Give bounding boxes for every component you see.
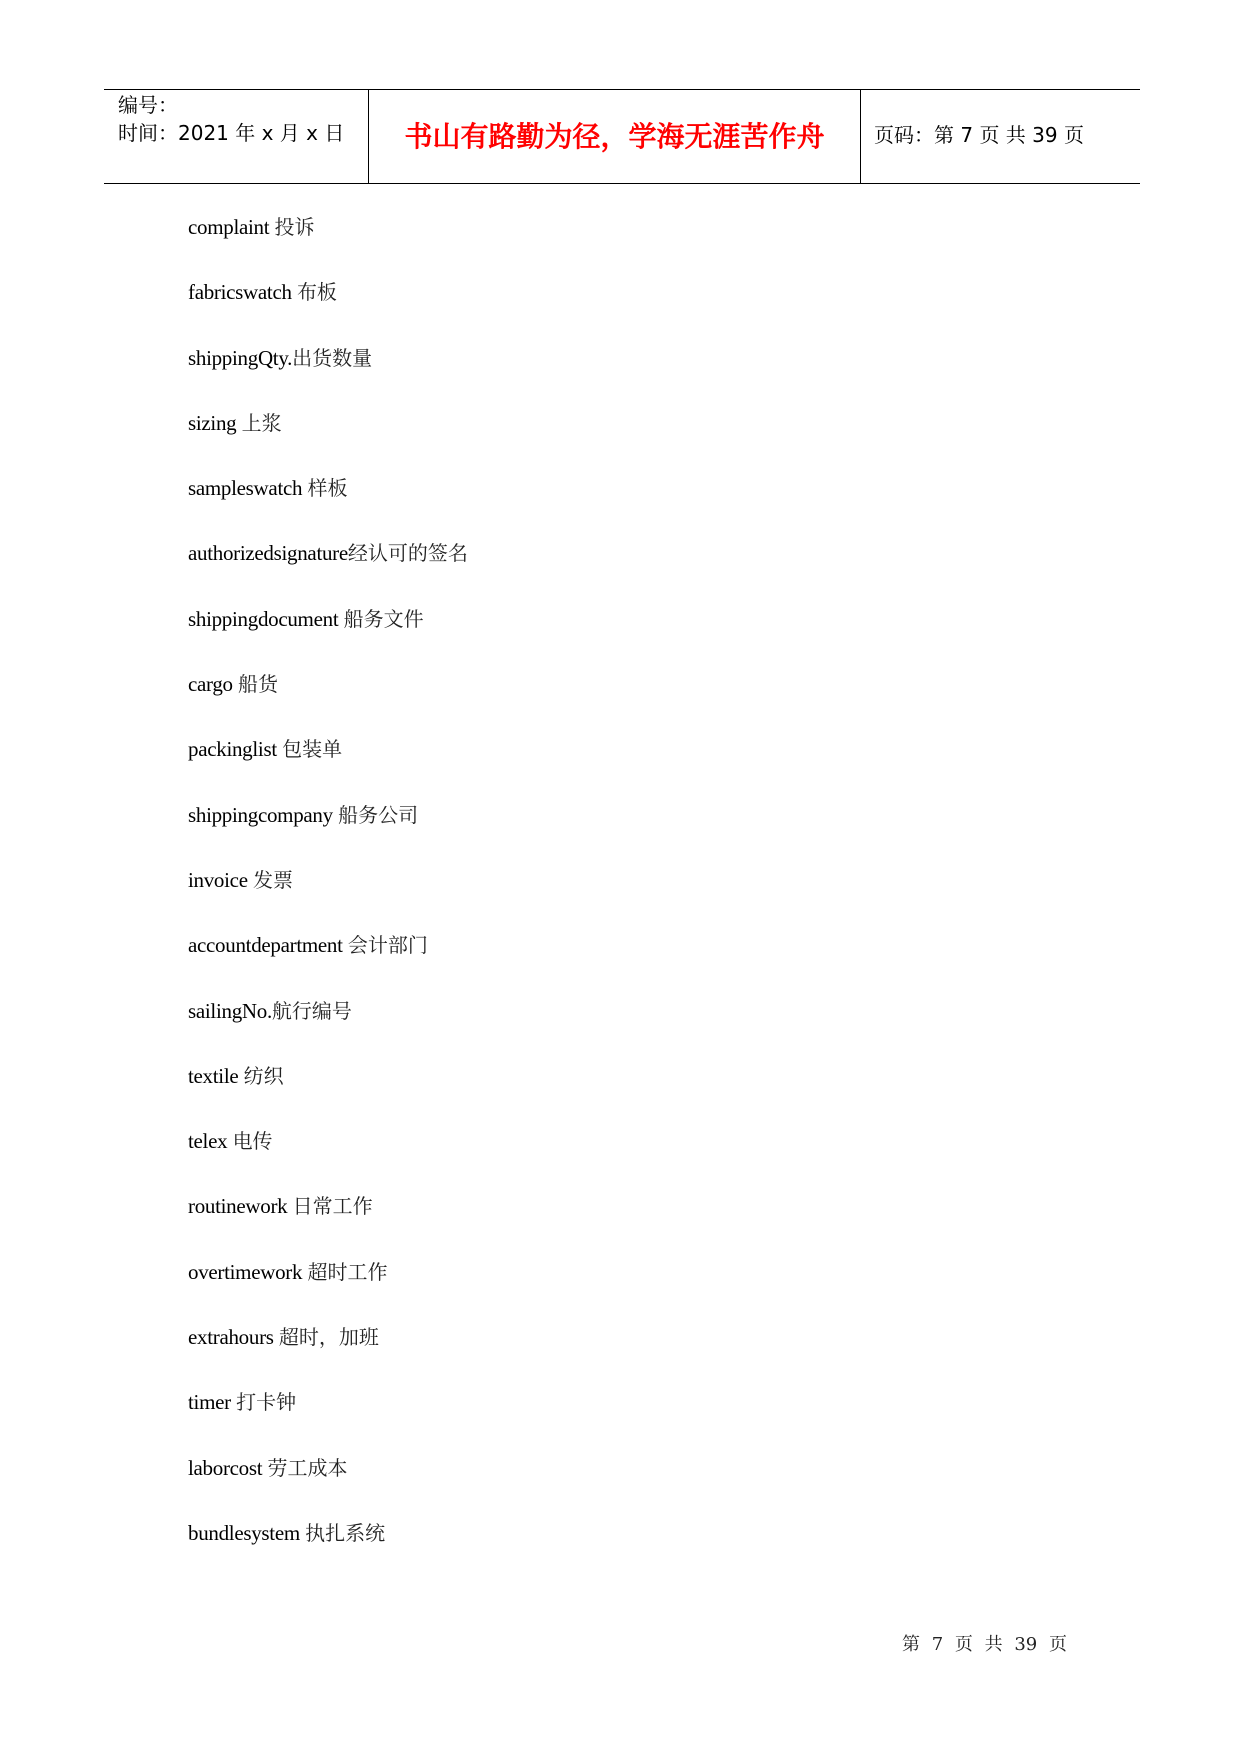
- entry-meaning: 发票: [252, 867, 293, 892]
- header-page-info: 页码：第 7 页 共 39 页: [874, 123, 1084, 147]
- list-item: [188, 212, 468, 277]
- list-item: [188, 1191, 468, 1256]
- entry-term: shippingcompany: [188, 802, 333, 827]
- entry-meaning: 纺织: [243, 1063, 284, 1088]
- page-footer: 第 7 页 共 39 页: [902, 1634, 1067, 1655]
- list-item: [188, 1126, 468, 1191]
- list-item: [188, 1518, 468, 1583]
- entry-term: fabricswatch: [188, 280, 292, 305]
- list-item: [188, 343, 468, 408]
- entry-meaning: 超时，加班: [278, 1325, 379, 1350]
- entry-term: routinework: [188, 1194, 288, 1219]
- entry-meaning: 样板: [307, 476, 348, 501]
- list-item: [188, 1322, 468, 1387]
- list-item: [188, 473, 468, 538]
- list-item: [188, 1387, 468, 1452]
- list-item: [188, 1257, 468, 1322]
- entry-term: complaint: [188, 215, 270, 239]
- entry-term: textile: [188, 1063, 239, 1088]
- list-item: [188, 734, 468, 799]
- entry-term: timer: [188, 1390, 231, 1415]
- entry-term: shippingQty.: [188, 345, 293, 370]
- entry-term: packinglist: [188, 737, 277, 762]
- list-item: [188, 800, 468, 865]
- entry-meaning: 包装单: [282, 737, 343, 762]
- entry-meaning: 劳工成本: [267, 1455, 348, 1480]
- entry-meaning: 执扎系统: [305, 1520, 386, 1545]
- header-page-cell: [862, 90, 1140, 183]
- entry-meaning: 日常工作: [292, 1194, 373, 1219]
- entry-meaning: 船货: [238, 672, 279, 697]
- entry-meaning: 经认可的签名: [347, 541, 468, 566]
- header-motto-cell: [369, 90, 861, 183]
- entry-term: overtimework: [188, 1259, 303, 1284]
- list-item: [188, 538, 468, 603]
- document-date: 时间：2021 年 x 月 x 日: [118, 121, 345, 145]
- entry-term: sailingNo.: [188, 998, 272, 1023]
- header-info-cell: [104, 90, 369, 183]
- entry-meaning: 超时工作: [307, 1259, 388, 1284]
- motto-text: 书山有路勤为径，学海无涯苦作舟: [404, 120, 825, 153]
- entry-term: sizing: [188, 410, 237, 435]
- entry-term: authorizedsignature: [188, 541, 348, 566]
- glossary-list: [188, 212, 468, 1583]
- list-item: [188, 408, 468, 473]
- entry-term: telex: [188, 1129, 228, 1154]
- entry-term: bundlesystem: [188, 1520, 300, 1545]
- list-item: [188, 1453, 468, 1518]
- entry-meaning: 投诉: [274, 215, 315, 239]
- entry-term: sampleswatch: [188, 476, 303, 501]
- entry-meaning: 电传: [232, 1129, 273, 1154]
- entry-meaning: 航行编号: [271, 998, 352, 1023]
- list-item: [188, 1061, 468, 1126]
- entry-term: shippingdocument: [188, 606, 339, 631]
- entry-term: extrahours: [188, 1325, 274, 1350]
- list-item: [188, 930, 468, 995]
- document-header: [104, 89, 1140, 184]
- list-item: [188, 996, 468, 1061]
- entry-meaning: 出货数量: [292, 345, 373, 370]
- entry-meaning: 布板: [296, 280, 337, 305]
- list-item: [188, 669, 468, 734]
- list-item: [188, 277, 468, 342]
- entry-meaning: 船务公司: [338, 802, 419, 827]
- entry-term: invoice: [188, 867, 248, 892]
- entry-term: cargo: [188, 672, 233, 697]
- entry-meaning: 会计部门: [347, 933, 428, 958]
- document-number-label: 编号：: [118, 93, 178, 117]
- entry-term: accountdepartment: [188, 933, 343, 958]
- list-item: [188, 604, 468, 669]
- entry-meaning: 上浆: [241, 410, 282, 435]
- entry-meaning: 打卡钟: [236, 1390, 297, 1415]
- entry-meaning: 船务文件: [343, 606, 424, 631]
- list-item: [188, 865, 468, 930]
- entry-term: laborcost: [188, 1455, 263, 1480]
